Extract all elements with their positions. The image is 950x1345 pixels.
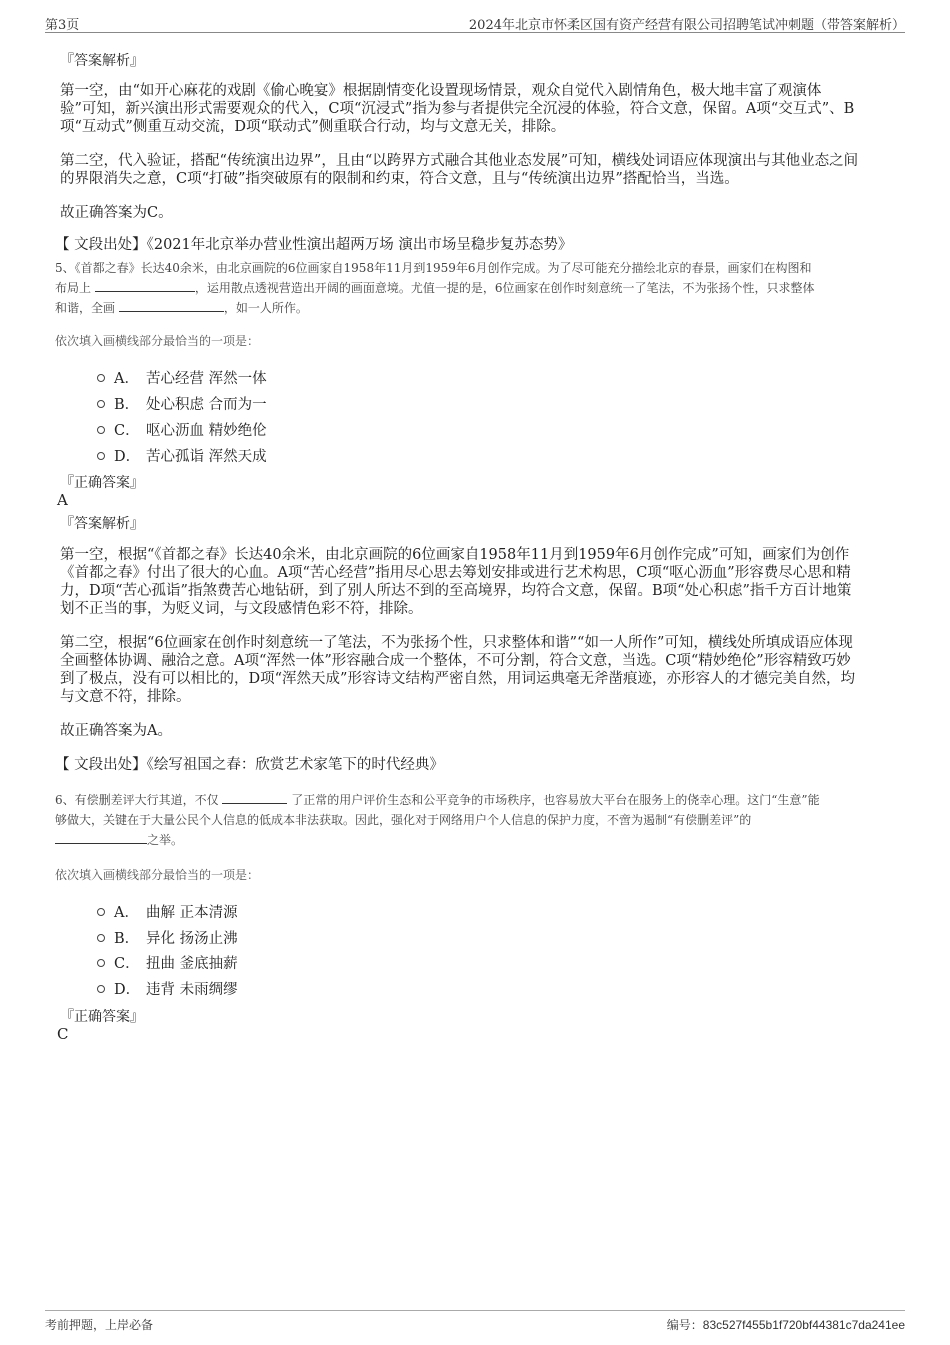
q6-correct-label: 『正确答案』 <box>60 1009 144 1025</box>
footer-divider <box>45 1310 905 1311</box>
q6-prompt: 依次填入画横线部分最恰当的一项是： <box>55 868 260 882</box>
q4-analysis-paragraph-1: 第一空，由“如开心麻花的戏剧《偷心晚宴》根据剧情变化设置现场情景，观众自觉代入剧情角色，极大地丰富了观演体 验”可知，新兴演出形式需要观众的代入，C项“沉浸式”指为参与者提供完全沉浸的体验，符合文意，保留。A项“交互式”、B 项“互动式”侧重互动交流，D项“联动式”侧重联合行动，均与文意无关，排除。 <box>60 83 855 135</box>
q5-option-c[interactable]: C． 呕心沥血 精妙绝伦 <box>97 419 267 440</box>
radio-icon[interactable] <box>97 374 105 382</box>
q6-blank-2 <box>55 831 147 844</box>
document-code: 编号：83c527f455b1f720bf44381c7da241ee <box>666 1318 905 1332</box>
q5-blank-1 <box>95 279 195 292</box>
q4-analysis-paragraph-2: 第二空，代入验证，搭配“传统演出边界”，且由“以跨界方式融合其他业态发展”可知，横线处词语应体现演出与其他业态之间 的界限消失之意，C项“打破”指突破原有的限制和约束，符合文意，且与“传统演出边界”搭配恰当，当选。 <box>60 153 859 187</box>
q6-correct-answer: C <box>57 1025 69 1043</box>
q4-conclusion: 故正确答案为C。 <box>60 205 173 221</box>
q6-option-b[interactable]: B． 异化 扬汤止沸 <box>97 927 238 948</box>
radio-icon[interactable] <box>97 985 105 993</box>
q5-option-b[interactable]: B． 处心积虑 合而为一 <box>97 393 267 414</box>
q5-correct-answer: A <box>57 491 68 509</box>
q4-analysis-label: 『答案解析』 <box>60 53 144 69</box>
q5-question-text: 5、《首都之春》长达40余米，由北京画院的6位画家自1958年11月到1959年6月创作完成。为了尽可能充分描绘北京的春景，画家们在构图和 布局上 ，运用散点透视营造出开阔的画面意境。尤值一提的是，6位画家在创作时刻意统一了笔法，不为张扬个性，只求整体 和谐，全画 ，如一人所作。 <box>55 261 815 315</box>
q5-prompt: 依次填入画横线部分最恰当的一项是： <box>55 334 260 348</box>
q5-conclusion: 故正确答案为A。 <box>60 723 172 739</box>
q5-analysis-label: 『答案解析』 <box>60 516 144 532</box>
q6-option-c[interactable]: C． 扭曲 釜底抽薪 <box>97 952 238 973</box>
q6-option-a[interactable]: A． 曲解 正本清源 <box>97 901 238 922</box>
radio-icon[interactable] <box>97 426 105 434</box>
q4-source: 【 文段出处】《2021年北京举办营业性演出超两万场 演出市场呈稳步复苏态势》 <box>55 237 573 253</box>
q5-source: 【 文段出处】《绘写祖国之春：欣赏艺术家笔下的时代经典》 <box>55 757 444 773</box>
header-divider <box>45 32 905 33</box>
q5-option-a[interactable]: A． 苦心经营 浑然一体 <box>97 367 267 388</box>
q6-blank-1 <box>222 791 287 804</box>
page-number: 第3页 <box>45 18 80 33</box>
radio-icon[interactable] <box>97 934 105 942</box>
q5-analysis-paragraph-2: 第二空，根据“6位画家在创作时刻意统一了笔法，不为张扬个性，只求整体和谐”“如一人所作”可知，横线处所填成语应体现 全画整体协调、融洽之意。A项“浑然一体”形容融合成一个整体，不可分割，符合文意，当选。C项“精妙绝伦”形容精致巧妙 到了极点，没有可以相比的，D项“浑然天成”形容诗文结构严密自然，用词运典毫无斧凿痕迹，亦形容人的才德完美自然，均 与文意不符，排除。 <box>60 635 855 705</box>
q6-question-text: 6、有偿删差评大行其道，不仅 了正常的用户评价生态和公平竞争的市场秩序，也容易放大平台在服务上的侥幸心理。这门“生意”能 够做大，关键在于大量公民个人信息的低成本非法获取。因此，强化对于网络用户个人信息的保护力度，不啻为遏制“有偿删差评”的 之举。 <box>55 793 820 847</box>
q6-option-d[interactable]: D． 违背 未雨绸缪 <box>97 978 238 999</box>
q5-analysis-paragraph-1: 第一空，根据“《首都之春》长达40余米，由北京画院的6位画家自1958年11月到1959年6月创作完成”可知，画家们为创作 《首都之春》付出了很大的心血。A项“苦心经营”指用尽心思去筹划安排或进行艺术构思，C项“呕心沥血”形容费尽心思和精 力，D项“苦心孤诣”指煞费苦心地钻研，到了别人所达不到的至高境界，均符合文意，保留。B项“处心积虑”指千方百计地策 划不正当的事，为贬义词，与文段感情色彩不符，排除。 <box>60 547 852 617</box>
radio-icon[interactable] <box>97 400 105 408</box>
radio-icon[interactable] <box>97 959 105 967</box>
q5-blank-2 <box>119 299 224 312</box>
q5-option-d[interactable]: D． 苦心孤诣 浑然天成 <box>97 445 267 466</box>
footer-slogan: 考前押题，上岸必备 <box>45 1318 154 1332</box>
radio-icon[interactable] <box>97 908 105 916</box>
document-title: 2024年北京市怀柔区国有资产经营有限公司招聘笔试冲刺题（带答案解析） <box>468 18 905 33</box>
q5-correct-label: 『正确答案』 <box>60 475 144 491</box>
radio-icon[interactable] <box>97 452 105 460</box>
